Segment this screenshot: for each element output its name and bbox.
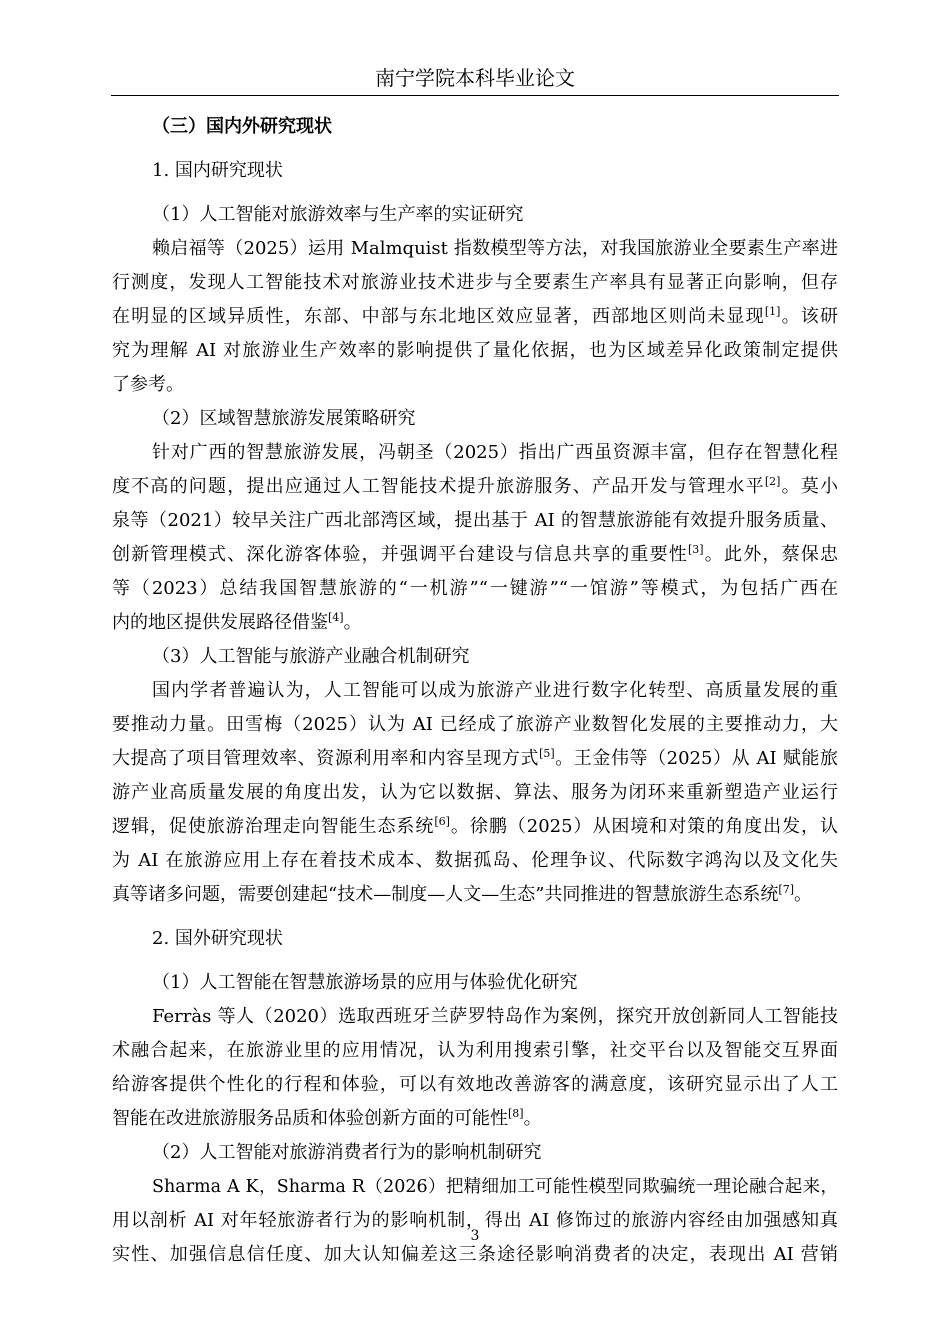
citation-ref: [5] bbox=[539, 747, 555, 760]
paragraph-line: 国内学者普遍认为，人工智能可以成为旅游产业进行数字化转型、高质量发展的重 bbox=[152, 680, 838, 701]
spacer bbox=[112, 912, 838, 922]
paragraph-line: 给游客提供个性化的行程和体验，可以有效地改善游客的满意度，该研究显示出了人工 bbox=[112, 1074, 838, 1095]
paragraph-line: 了参考。 bbox=[112, 374, 184, 395]
line-text: 。徐鹏（2025）从困境和对策的角度出发，认 bbox=[449, 816, 839, 837]
paragraph-line: 等（2023）总结我国智慧旅游的“一机游”“一键游”“一馆游”等模式，为包括广西在 bbox=[112, 578, 838, 599]
paragraph-line: 游产业高质量发展的角度出发，认为它以数据、算法、服务为闭环来重新塑造产业运行 bbox=[112, 782, 838, 803]
line-text: 创新管理模式、深化游客体验，并强调平台建设与信息共享的重要性 bbox=[112, 544, 689, 565]
domestic-sub3-title: （3）人工智能与旅游产业融合机制研究 bbox=[152, 646, 470, 667]
line-text: 。 bbox=[343, 612, 362, 633]
paragraph-line: 要推动力量。田雪梅（2025）认为 AI 已经成了旅游产业数智化发展的主要推动力，大 bbox=[112, 714, 838, 735]
citation-ref: [2] bbox=[764, 475, 781, 488]
line-text: 。 bbox=[523, 1108, 542, 1129]
paragraph-line: Ferràs 等人（2020）选取西班牙兰萨罗特岛作为案例，探究开放创新同人工智能技 bbox=[152, 1006, 838, 1027]
paragraph-line: 行测度，发现人工智能技术对旅游业技术进步与全要素生产率具有显著正向影响，但存 bbox=[112, 272, 838, 293]
paragraph-line: 用以剖析 AI 对年轻旅游者行为的影响机制，得出 AI 修饰过的旅游内容经由加强感知真 bbox=[112, 1210, 838, 1231]
line-text: 内的地区提供发展路径借鉴 bbox=[112, 612, 328, 633]
citation-ref: [4] bbox=[328, 611, 344, 624]
spacer bbox=[112, 144, 838, 154]
paragraph-line bbox=[112, 538, 838, 572]
spacer bbox=[112, 188, 838, 198]
line-text: 。莫小 bbox=[780, 476, 839, 497]
citation-ref: [1] bbox=[764, 305, 781, 318]
page-header bbox=[0, 66, 950, 90]
domestic-paragraph-1 bbox=[112, 232, 838, 402]
line-text: 。王金伟等（2025）从 AI 赋能旅 bbox=[554, 748, 838, 769]
foreign-paragraph-2 bbox=[112, 1170, 838, 1272]
domestic-paragraph-2 bbox=[112, 436, 838, 640]
paragraph-line: 泉等（2021）较早关注广西北部湾区域，提出基于 AI 的智慧旅游能有效提升服务质量、 bbox=[112, 510, 838, 531]
paragraph-line bbox=[112, 878, 838, 912]
line-text: 逻辑，促使旅游治理走向智能生态系统 bbox=[112, 816, 435, 837]
spacer bbox=[112, 956, 838, 966]
header-title: 南宁学院本科毕业论文 bbox=[375, 66, 575, 90]
paragraph-line bbox=[112, 300, 838, 334]
foreign-paragraph-1 bbox=[112, 1000, 838, 1136]
citation-ref: [6] bbox=[434, 815, 450, 828]
domestic-sub2-title: （2）区域智慧旅游发展策略研究 bbox=[152, 408, 416, 429]
paragraph-line: 针对广西的智慧旅游发展，冯朝圣（2025）指出广西虽资源丰富，但存在智慧化程 bbox=[152, 442, 838, 463]
paragraph-line: 实性、加强信息信任度、加大认知偏差这三条途径影响消费者的决定，表现出 AI 营销 bbox=[112, 1244, 838, 1265]
citation-ref: [3] bbox=[688, 543, 704, 556]
paragraph-line: 术融合起来，在旅游业里的应用情况，认为利用搜索引擎，社交平台以及智能交互界面 bbox=[112, 1040, 838, 1061]
foreign-sub1-title: （1）人工智能在智慧旅游场景的应用与体验优化研究 bbox=[152, 972, 578, 993]
foreign-sub2-title: （2）人工智能对旅游消费者行为的影响机制研究 bbox=[152, 1142, 542, 1163]
line-text: 。 bbox=[794, 884, 812, 905]
header-rule bbox=[111, 95, 839, 96]
paragraph-line: Sharma A K，Sharma R（2026）把精细加工可能性模型同欺骗统一理论融合起来， bbox=[152, 1177, 838, 1197]
line-text: 真等诸多问题，需要创建起“技术—制度—人文—生态”共同推进的智慧旅游生态系统 bbox=[112, 884, 779, 905]
page-number: 3 bbox=[470, 1228, 480, 1244]
line-text: 度不高的问题，提出应通过人工智能技术提升旅游服务、产品开发与管理水平 bbox=[112, 476, 765, 497]
page-content bbox=[112, 110, 838, 1272]
line-text: 大提高了项目管理效率、资源利用率和内容呈现方式 bbox=[112, 748, 540, 769]
line-text: 。此外，蔡保忠 bbox=[703, 544, 839, 565]
paragraph-line: 为 AI 在旅游应用上存在着技术成本、数据孤岛、伦理争议、代际数字鸿沟以及文化失 bbox=[112, 850, 838, 871]
line-text: 智能在改进旅游服务品质和体验创新方面的可能性 bbox=[112, 1108, 508, 1129]
line-text: 在明显的区域异质性，东部、中部与东北地区效应显著，西部地区则尚未显现 bbox=[112, 306, 765, 327]
domestic-heading: 1. 国内研究现状 bbox=[152, 160, 283, 181]
paragraph-line bbox=[112, 606, 838, 640]
paragraph-line: 赖启福等（2025）运用 Malmquist 指数模型等方法，对我国旅游业全要素生产率进 bbox=[152, 238, 838, 259]
citation-ref: [7] bbox=[778, 883, 794, 896]
paragraph-line bbox=[112, 1102, 838, 1136]
paragraph-line: 究为理解 AI 对旅游业生产效率的影响提供了量化依据，也为区域差异化政策制定提供 bbox=[112, 340, 838, 361]
citation-ref: [8] bbox=[508, 1107, 524, 1120]
domestic-paragraph-3 bbox=[112, 674, 838, 912]
section-heading: （三）国内外研究现状 bbox=[152, 116, 332, 137]
line-text: 。该研 bbox=[780, 306, 839, 327]
paragraph-line bbox=[112, 742, 838, 776]
paragraph-line bbox=[112, 810, 838, 844]
foreign-heading: 2. 国外研究现状 bbox=[152, 928, 283, 949]
paragraph-line bbox=[112, 470, 838, 504]
domestic-sub1-title: （1）人工智能对旅游效率与生产率的实证研究 bbox=[152, 204, 524, 225]
